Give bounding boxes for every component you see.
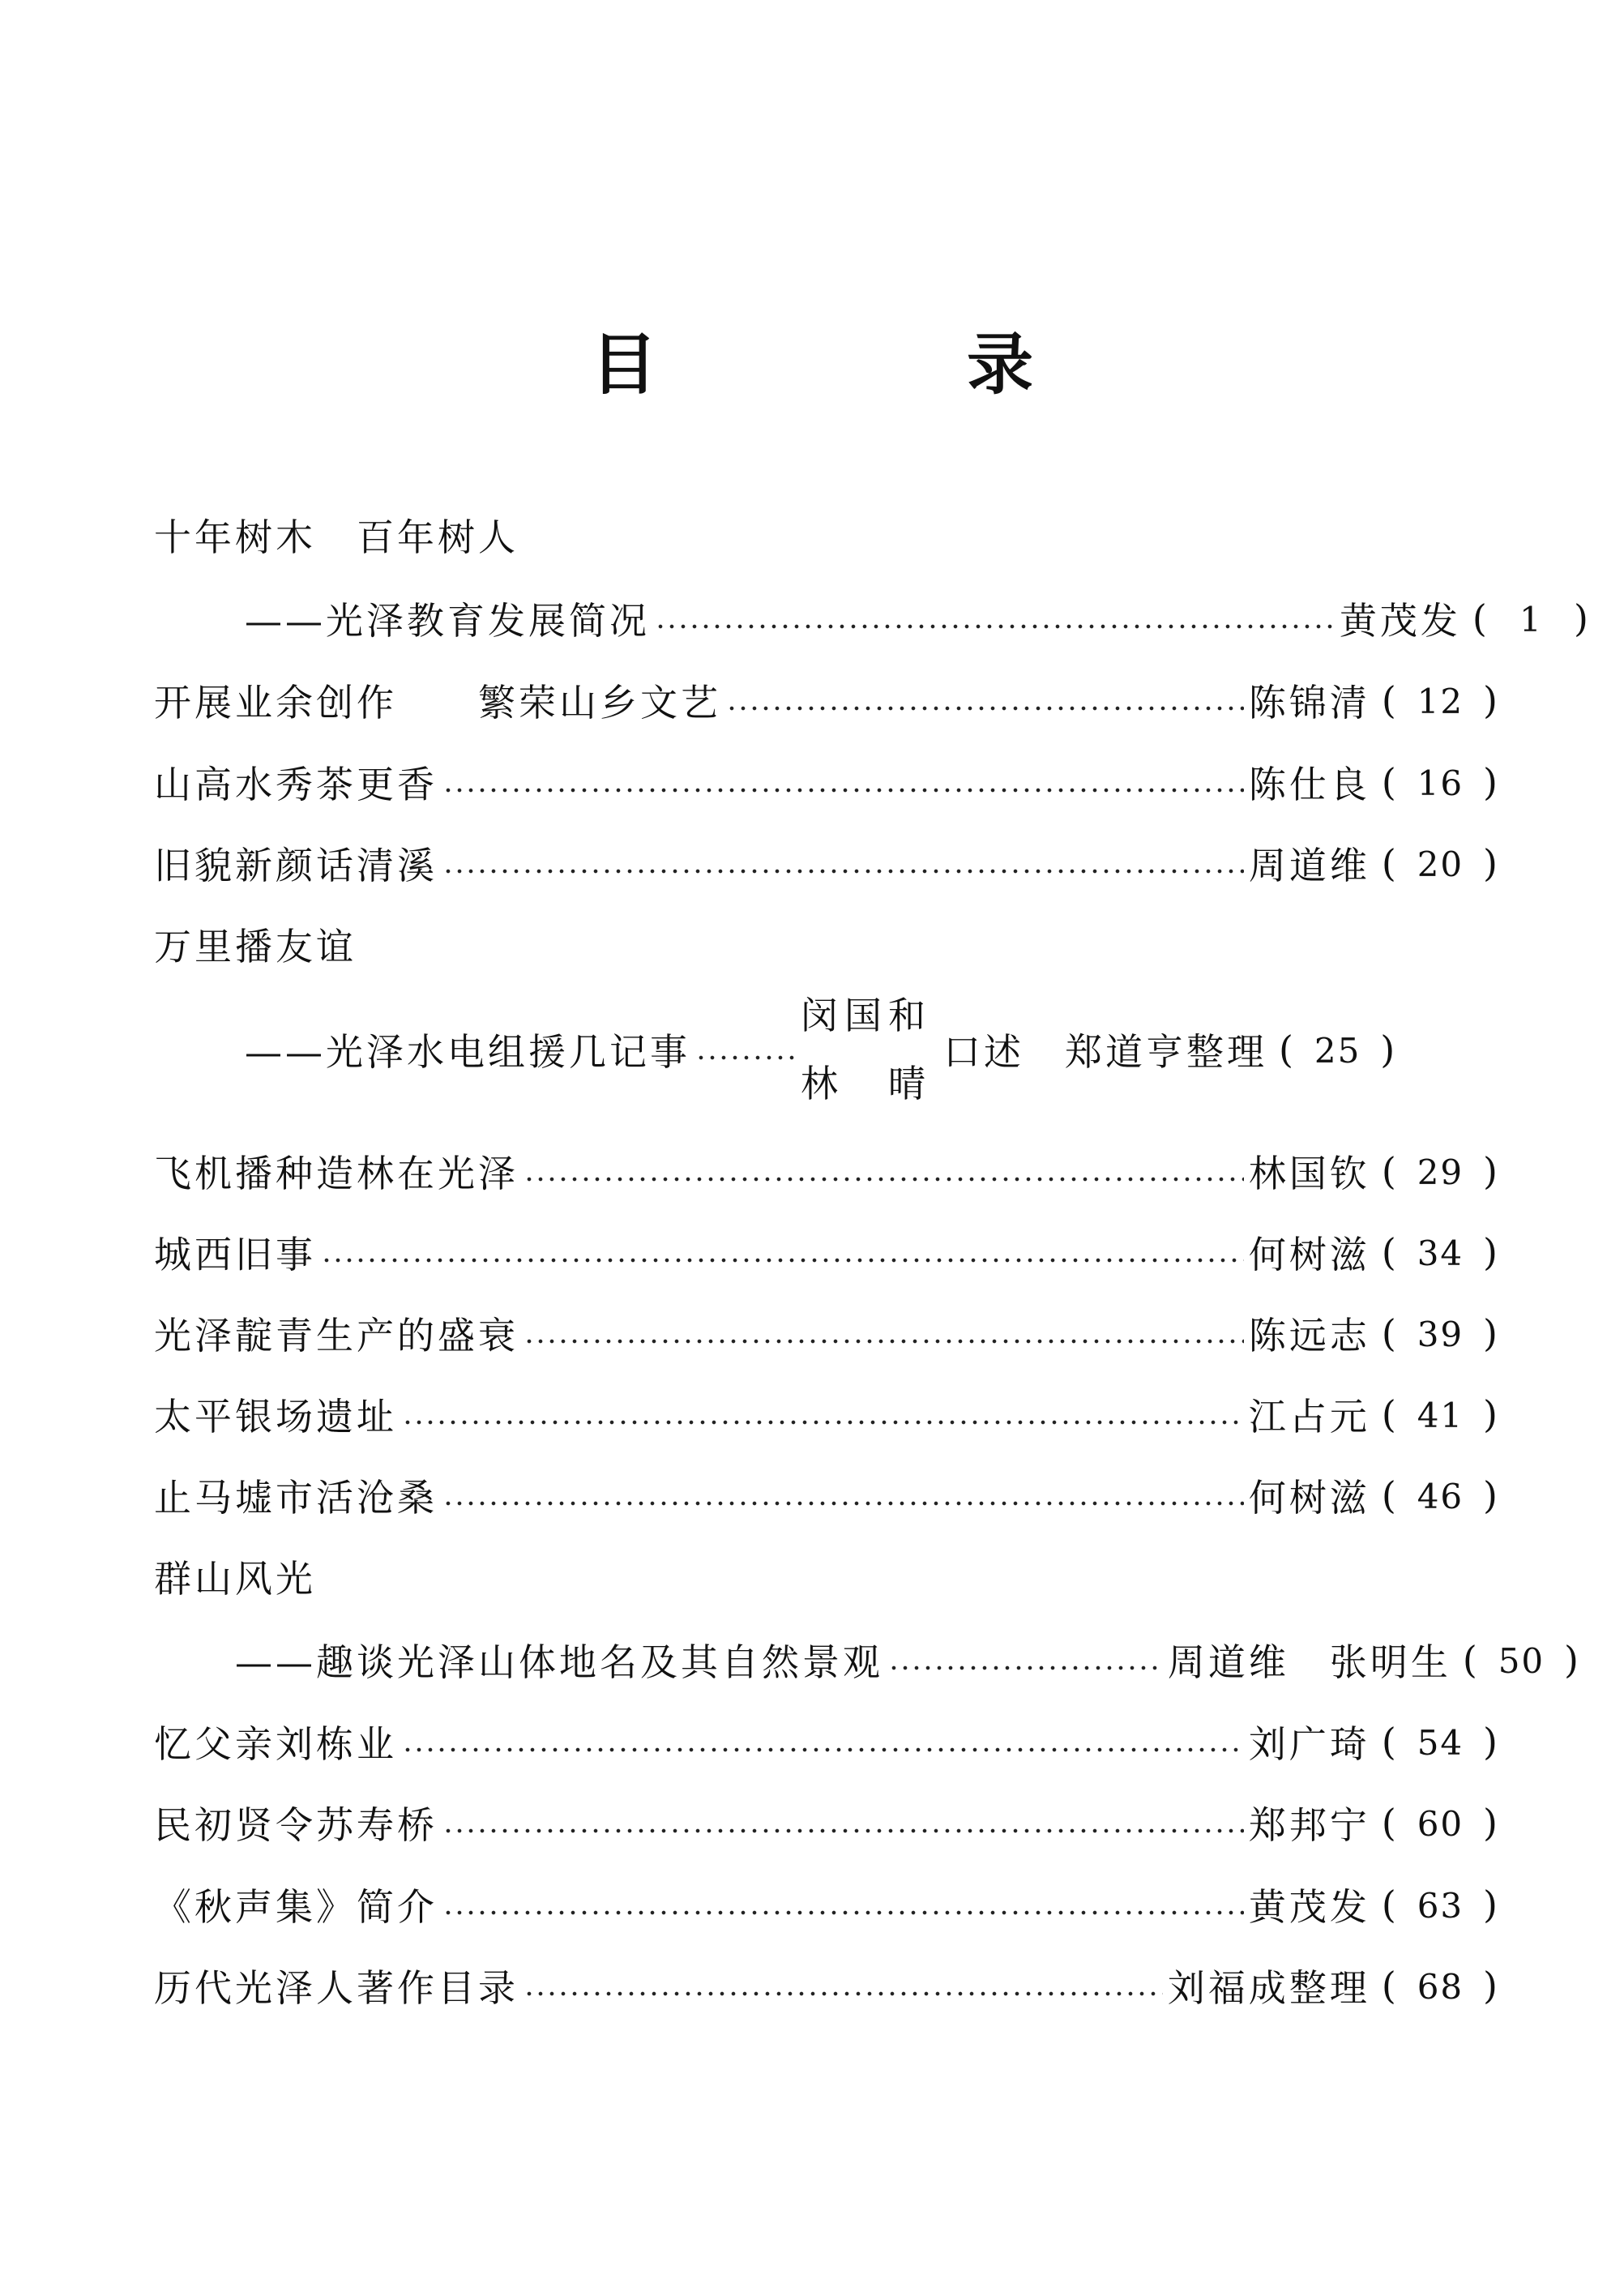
toc-entry[interactable] <box>154 1713 1499 1770</box>
toc-heading <box>154 916 1499 973</box>
entry-page: ( 54 ) <box>1381 1720 1499 1764</box>
entry-author: 陈远志 <box>1248 1314 1370 1358</box>
page-title: 目 录 <box>590 327 1155 404</box>
entry-title: ——趣谈光泽山体地名及其自然景观 <box>235 1640 883 1684</box>
entry-title: 光泽靛青生产的盛衰 <box>154 1314 519 1358</box>
page-number: 50 <box>1498 1641 1545 1681</box>
dot-leader <box>442 1908 1244 1918</box>
page-number: 63 <box>1417 1886 1464 1926</box>
entry-author: 黄茂发 <box>1339 599 1461 643</box>
toc-entry[interactable] <box>154 835 1499 891</box>
page-number: 16 <box>1417 763 1464 803</box>
entry-author: 何树滋 <box>1248 1476 1370 1520</box>
narrator-list <box>801 981 932 1118</box>
page-number: 54 <box>1417 1723 1464 1763</box>
dot-leader <box>442 785 1244 795</box>
entry-author: 林国钦 <box>1248 1152 1370 1195</box>
toc-entry[interactable] <box>154 994 1590 1105</box>
page-number: 39 <box>1417 1315 1464 1354</box>
dot-leader <box>321 1255 1244 1265</box>
entry-page: ( 20 ) <box>1381 841 1499 885</box>
page-number: 20 <box>1417 844 1464 884</box>
entry-title: 群山风光 <box>154 1557 316 1601</box>
toc-entry[interactable] <box>154 1631 1580 1688</box>
entry-title: 万里播友谊 <box>154 925 357 968</box>
entry-page: ( 50 ) <box>1462 1638 1580 1682</box>
entry-title: 民初贤令苏寿桥 <box>154 1803 438 1847</box>
page-number: 68 <box>1417 1967 1464 2007</box>
entry-page: ( 39 ) <box>1381 1311 1499 1355</box>
entry-page: ( 25 ) <box>1279 1028 1397 1071</box>
entry-author: 周道维 <box>1248 844 1370 887</box>
narrator-name: 闵国和 <box>801 994 932 1037</box>
entry-title: 忆父亲刘栋业 <box>154 1722 397 1766</box>
dot-leader <box>442 866 1244 876</box>
entry-title: ——光泽教育发展简况 <box>245 599 650 643</box>
toc-entry[interactable] <box>154 1467 1499 1524</box>
dot-leader <box>695 1053 796 1062</box>
toc-heading <box>154 507 1499 563</box>
dot-leader <box>726 703 1244 713</box>
entry-author: 何树滋 <box>1248 1233 1370 1276</box>
entry-title: 历代光泽人著作目录 <box>154 1966 519 2010</box>
entry-page: ( 60 ) <box>1381 1801 1499 1845</box>
page-number: 60 <box>1417 1804 1464 1844</box>
entry-title: 十年树木 百年树人 <box>154 515 519 559</box>
entry-page: ( 68 ) <box>1381 1964 1499 2007</box>
entry-page: ( 16 ) <box>1381 760 1499 804</box>
dot-leader <box>524 1174 1244 1184</box>
toc-entry[interactable] <box>154 1957 1499 2014</box>
dot-leader <box>888 1663 1163 1673</box>
entry-title: 《秋声集》简介 <box>154 1885 438 1929</box>
toc-entry[interactable] <box>154 1224 1499 1281</box>
entry-author: 郑道亨整理 <box>1065 1030 1267 1074</box>
dot-leader <box>402 1745 1244 1755</box>
page-number: 41 <box>1417 1396 1464 1435</box>
toc-entry[interactable] <box>154 1876 1499 1933</box>
entry-title: ——光泽水电组援几记事 <box>245 1030 690 1074</box>
entry-title: 旧貌新颜话清溪 <box>154 844 438 887</box>
page-number: 1 <box>1519 600 1543 639</box>
entry-page: ( 63 ) <box>1381 1883 1499 1926</box>
toc-entry[interactable] <box>154 590 1590 647</box>
toc-entry[interactable] <box>154 672 1499 729</box>
dot-leader <box>524 1989 1163 1999</box>
entry-author: 周道维 张明生 <box>1167 1640 1451 1684</box>
entry-title: 太平银场遗址 <box>154 1395 397 1439</box>
entry-author: 黄茂发 <box>1248 1885 1370 1929</box>
entry-page: ( 41 ) <box>1381 1392 1499 1436</box>
entry-author: 郑邦宁 <box>1248 1803 1370 1847</box>
narrator-name: 林 晴 <box>801 1062 932 1105</box>
dot-leader <box>655 622 1335 631</box>
page-number: 46 <box>1417 1477 1464 1516</box>
toc-entry[interactable] <box>154 1305 1499 1362</box>
page-number: 29 <box>1417 1152 1464 1192</box>
dot-leader <box>402 1417 1244 1427</box>
toc-entry[interactable] <box>154 1143 1499 1199</box>
entry-page: ( 12 ) <box>1381 678 1499 722</box>
page-number: 25 <box>1314 1031 1361 1071</box>
entry-author: 刘广琦 <box>1248 1722 1370 1766</box>
entry-page: ( 34 ) <box>1381 1230 1499 1274</box>
toc-entry[interactable] <box>154 1386 1499 1443</box>
entry-title: 飞机播种造林在光泽 <box>154 1152 519 1195</box>
entry-page: ( 46 ) <box>1381 1473 1499 1517</box>
entry-title: 城西旧事 <box>154 1233 316 1276</box>
page-number: 12 <box>1417 682 1464 721</box>
dot-leader <box>524 1336 1244 1346</box>
toc-heading <box>154 1548 1499 1605</box>
entry-author: 江占元 <box>1248 1395 1370 1439</box>
entry-title: 山高水秀茶更香 <box>154 763 438 806</box>
entry-title: 止马墟市活沧桑 <box>154 1476 438 1520</box>
entry-title: 开展业余创作 繁荣山乡文艺 <box>154 681 721 725</box>
entry-page: ( 1 ) <box>1472 596 1590 640</box>
dot-leader <box>442 1499 1244 1508</box>
toc-entry[interactable] <box>154 754 1499 810</box>
narration-label: 口述 <box>943 1030 1024 1074</box>
entry-author: 刘福成整理 <box>1167 1966 1370 2010</box>
dot-leader <box>442 1826 1244 1836</box>
entry-author: 陈仕良 <box>1248 763 1370 806</box>
toc-entry[interactable] <box>154 1794 1499 1851</box>
entry-author: 陈锦清 <box>1248 681 1370 725</box>
entry-page: ( 29 ) <box>1381 1149 1499 1193</box>
page-number: 34 <box>1417 1234 1464 1273</box>
